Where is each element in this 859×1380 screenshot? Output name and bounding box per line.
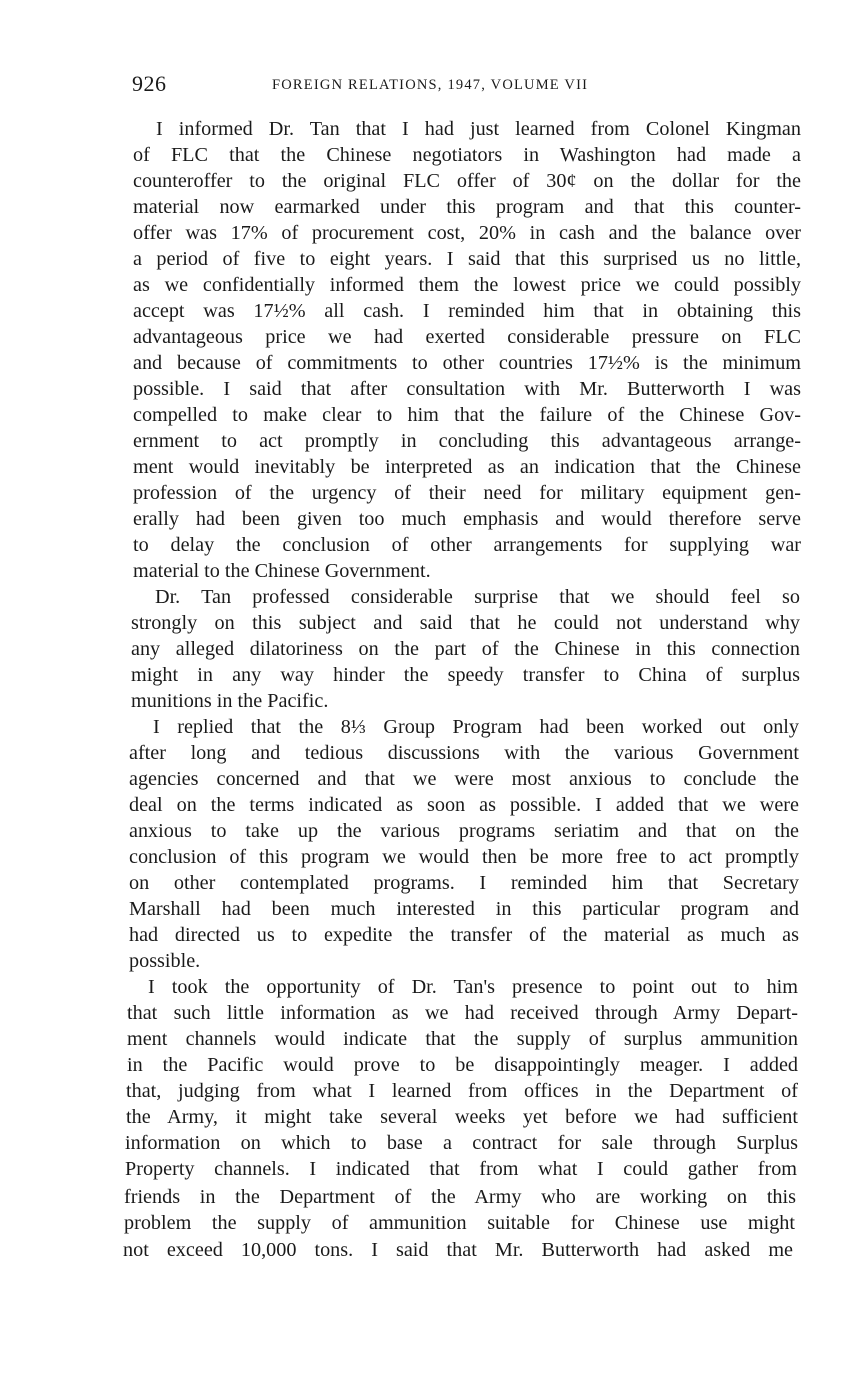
text-line: I replied that the 8⅓ Group Program had been worked out only [153, 716, 799, 738]
text-line: any alleged dilatoriness on the part of the Chinese in this connection [131, 638, 800, 660]
text-line: a period of five to eight years. I said that this surprised us no little, [133, 248, 801, 270]
text-line: offer was 17% of procurement cost, 20% in cash and the balance over [133, 222, 801, 244]
text-line: as we confidentially informed them the lowest price we could possibly [133, 274, 801, 296]
text-line: problem the supply of ammunition suitable for Chinese use might [124, 1212, 795, 1234]
text-line: compelled to make clear to him that the failure of the Chinese Gov- [133, 404, 801, 426]
running-title: FOREIGN RELATIONS, 1947, VOLUME VII [272, 77, 589, 93]
text-line: and because of commitments to other countries 17½% is the minimum [133, 352, 801, 374]
text-line: the Army, it might take several weeks yet before we had sufficient [126, 1106, 798, 1128]
running-header [132, 72, 802, 96]
text-line: of FLC that the Chinese negotiators in Washington had made a [133, 144, 801, 166]
text-line: Dr. Tan professed considerable surprise that we should feel so [155, 586, 800, 608]
text-line: profession of the urgency of their need for military equipment gen- [133, 482, 801, 504]
text-line: Property channels. I indicated that from what I could gather from [125, 1158, 797, 1180]
text-line: counteroffer to the original FLC offer of 30¢ on the dollar for the [133, 170, 801, 192]
text-line: conclusion of this program we would then be more free to act promptly [129, 846, 799, 868]
text-line: anxious to take up the various programs seriatim and that on the [129, 820, 799, 842]
text-line: might in any way hinder the speedy transfer to China of surplus [131, 664, 800, 686]
text-line: material to the Chinese Government. [133, 560, 431, 582]
text-line: friends in the Department of the Army who are working on this [124, 1186, 796, 1208]
text-line: ernment to act promptly in concluding this advantageous arrange- [133, 430, 801, 452]
text-line: material now earmarked under this program and that this counter- [133, 196, 801, 218]
text-line: erally had been given too much emphasis and would therefore serve [133, 508, 801, 530]
text-line: deal on the terms indicated as soon as possible. I added that we were [129, 794, 799, 816]
text-line: accept was 17½% all cash. I reminded him that in obtaining this [133, 300, 801, 322]
text-line: to delay the conclusion of other arrangements for supplying war [133, 534, 801, 556]
text-line: I informed Dr. Tan that I had just learned from Colonel Kingman [156, 118, 801, 140]
text-line: that, judging from what I learned from offices in the Department of [126, 1080, 798, 1102]
text-line: Marshall had been much interested in this particular program and [129, 898, 799, 920]
text-line: in the Pacific would prove to be disappointingly meager. I added [127, 1054, 798, 1076]
page-number: 926 [132, 71, 167, 96]
text-line: information on which to base a contract for sale through Surplus [125, 1132, 798, 1154]
text-line: possible. [129, 950, 201, 972]
text-line: that such little information as we had received through Army Depart- [127, 1002, 798, 1024]
text-line: after long and tedious discussions with the various Government [129, 742, 799, 764]
text-line: not exceed 10,000 tons. I said that Mr. Butterworth had asked me [123, 1239, 793, 1261]
text-line: agencies concerned and that we were most anxious to conclude the [129, 768, 799, 790]
text-line: advantageous price we had exerted considerable pressure on FLC [133, 326, 801, 348]
text-line: I took the opportunity of Dr. Tan's presence to point out to him [148, 976, 798, 998]
text-line: on other contemplated programs. I reminded him that Secretary [129, 872, 799, 894]
text-line: ment would inevitably be interpreted as an indication that the Chinese [133, 456, 801, 478]
text-line: munitions in the Pacific. [131, 690, 329, 712]
text-line: had directed us to expedite the transfer of the material as much as [129, 924, 799, 946]
text-line: ment channels would indicate that the supply of surplus ammunition [127, 1028, 798, 1050]
text-line: possible. I said that after consultation with Mr. Butterworth I was [133, 378, 801, 400]
text-line: strongly on this subject and said that he could not understand why [131, 612, 800, 634]
